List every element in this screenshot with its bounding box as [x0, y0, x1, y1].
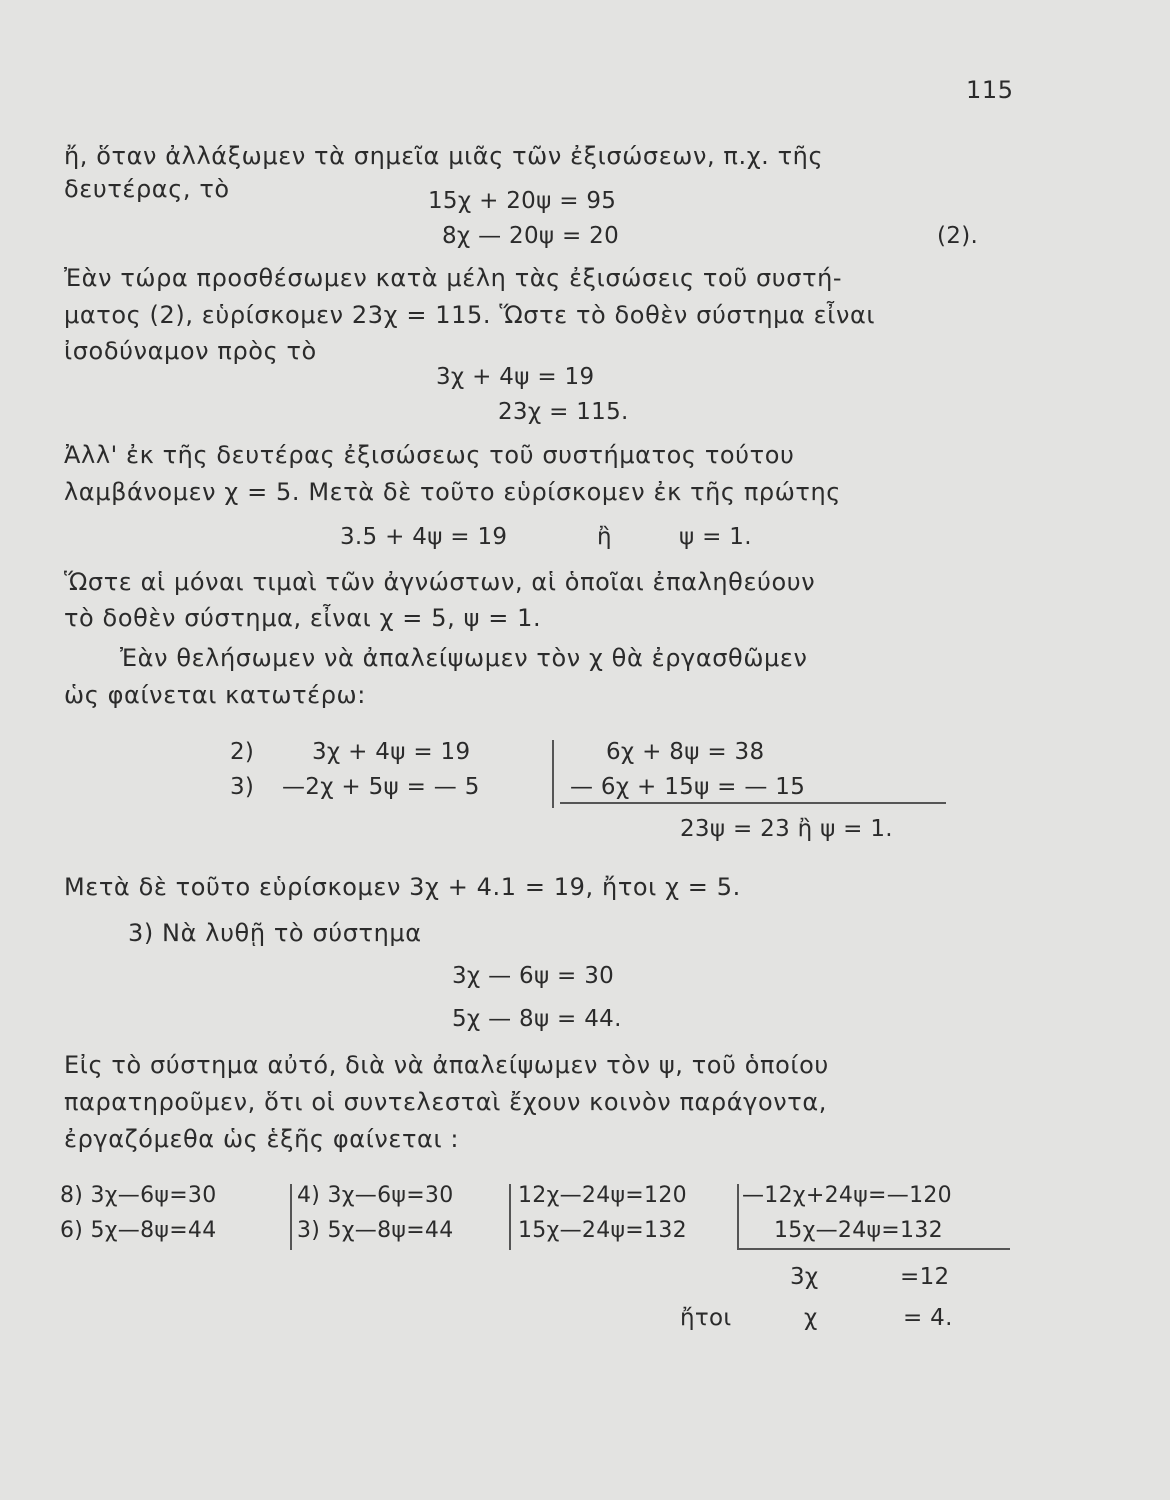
text-line: Ἀλλ' ἐκ τῆς δευτέρας ἐξισώσεως τοῦ συστήματος τούτου: [64, 441, 795, 469]
column-divider: [290, 1184, 292, 1250]
result-lhs: χ: [804, 1305, 818, 1331]
equation-label: (2).: [937, 223, 979, 249]
equation: —2χ + 5ψ = — 5: [282, 774, 480, 800]
text-line: Ἐὰν τώρα προσθέσωμεν κατὰ μέλη τὰς ἐξισώσεις τοῦ συστή-: [64, 264, 843, 292]
sum-rhs: =12: [900, 1264, 950, 1290]
equation-or: ἢ: [597, 524, 612, 550]
text-line: τὸ δοθὲν σύστημα, εἶναι χ = 5, ψ = 1.: [64, 604, 542, 632]
column-divider: [552, 740, 554, 808]
equation: 6) 5χ—8ψ=44: [60, 1218, 217, 1243]
sum-lhs: 3χ: [790, 1264, 819, 1290]
page-number: 115: [966, 76, 1014, 104]
text-line: δευτέρας, τὸ: [64, 175, 230, 203]
equation: 3.5 + 4ψ = 19: [340, 524, 508, 550]
equation: 8) 3χ—6ψ=30: [60, 1183, 217, 1208]
equation: 3) 5χ—8ψ=44: [297, 1218, 454, 1243]
text-line: ὡς φαίνεται κατωτέρω:: [64, 681, 366, 709]
equation: — 6χ + 15ψ = — 15: [570, 774, 806, 800]
equation: 3χ + 4ψ = 19: [436, 364, 595, 390]
sum-line: [738, 1248, 1010, 1250]
text-line: 3) Νὰ λυθῇ τὸ σύστημα: [128, 919, 422, 947]
row-label: 3): [230, 774, 255, 800]
equation: 6χ + 8ψ = 38: [606, 739, 765, 765]
result-rhs: = 4.: [903, 1305, 953, 1331]
equation: 12χ—24ψ=120: [518, 1183, 687, 1208]
text-line: Μετὰ δὲ τοῦτο εὑρίσκομεν 3χ + 4.1 = 19, ἤτοι χ = 5.: [64, 873, 741, 901]
text-line: λαμβάνομεν χ = 5. Μετὰ δὲ τοῦτο εὑρίσκομεν ἐκ τῆς πρώτης: [64, 478, 841, 506]
equation: 3χ + 4ψ = 19: [312, 739, 471, 765]
equation-sum: 23ψ = 23 ἢ ψ = 1.: [680, 816, 893, 842]
equation: 5χ — 8ψ = 44.: [452, 1006, 622, 1032]
text-line: Ὥστε αἱ μόναι τιμαὶ τῶν ἀγνώστων, αἱ ὁποῖαι ἐπαληθεύουν: [64, 568, 816, 596]
text-line: ἤ, ὅταν ἀλλάξωμεν τὰ σημεῖα μιᾶς τῶν ἐξισώσεων, π.χ. τῆς: [64, 142, 824, 170]
equation-result: ψ = 1.: [679, 524, 752, 550]
equation: 3χ — 6ψ = 30: [452, 963, 615, 989]
column-divider: [737, 1184, 739, 1250]
text-line: ματος (2), εὑρίσκομεν 23χ = 115. Ὥστε τὸ δοθὲν σύστημα εἶναι: [64, 301, 876, 329]
column-divider: [509, 1184, 511, 1250]
equation: 15χ—24ψ=132: [518, 1218, 687, 1243]
text-line: Εἰς τὸ σύστημα αὐτό, διὰ νὰ ἀπαλείψωμεν τὸν ψ, τοῦ ὁποίου: [64, 1051, 829, 1079]
sum-line: [560, 802, 946, 804]
row-label: 2): [230, 739, 255, 765]
equation: 8χ — 20ψ = 20: [442, 223, 620, 249]
equation: 15χ + 20ψ = 95: [428, 188, 617, 214]
equation: 4) 3χ—6ψ=30: [297, 1183, 454, 1208]
text-line: Ἐὰν θελήσωμεν νὰ ἀπαλείψωμεν τὸν χ θὰ ἐργασθῶμεν: [120, 644, 808, 672]
equation: 15χ—24ψ=132: [774, 1218, 943, 1243]
text-line: ἐργαζόμεθα ὡς ἑξῆς φαίνεται :: [64, 1125, 460, 1153]
equation: —12χ+24ψ=—120: [742, 1183, 952, 1208]
equation: 23χ = 115.: [498, 399, 629, 425]
text-line: ἰσοδύναμον πρὸς τὸ: [64, 337, 317, 365]
text-line: παρατηροῦμεν, ὅτι οἱ συντελεσταὶ ἔχουν κοινὸν παράγοντα,: [64, 1088, 827, 1116]
result-word: ἤτοι: [680, 1305, 732, 1331]
